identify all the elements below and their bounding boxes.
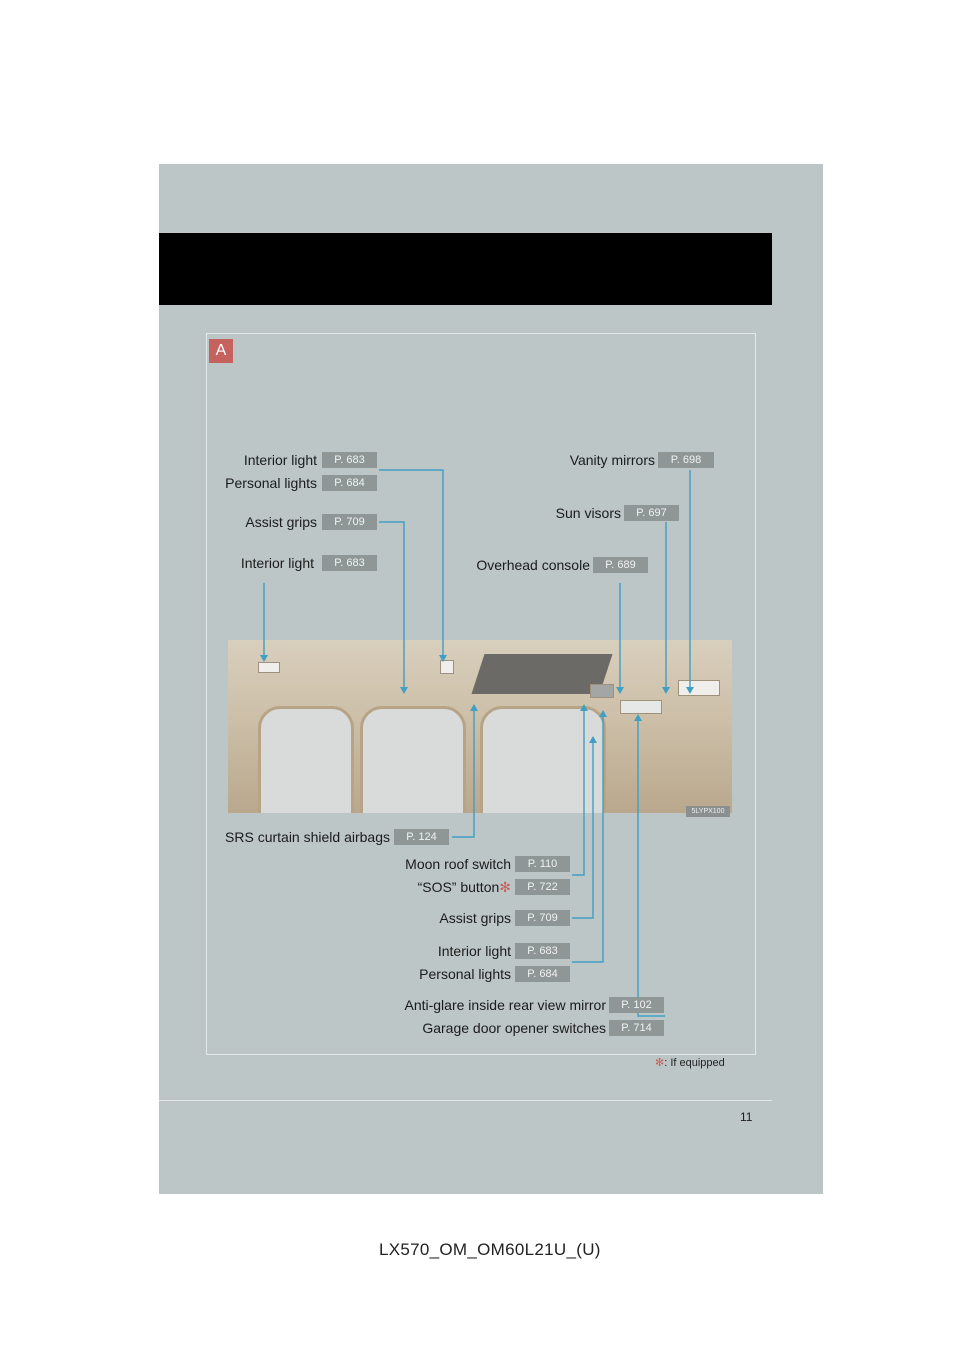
- assist-grips-bottom-label: Assist grips: [439, 910, 511, 926]
- leader-moon-roof: [572, 708, 584, 875]
- anti-glare-mirror-label: Anti-glare inside rear view mirror: [404, 997, 606, 1013]
- overhead-console-label: Overhead console: [476, 557, 590, 573]
- page-number: 11: [740, 1110, 753, 1124]
- leader-interior-light-top: [379, 470, 443, 658]
- interior-light-page-tag[interactable]: P. 683: [322, 452, 377, 468]
- srs-curtain-page-tag[interactable]: P. 124: [394, 829, 449, 845]
- assist-grips-label: Assist grips: [245, 514, 317, 530]
- anti-glare-mirror-page-tag[interactable]: P. 102: [609, 997, 664, 1013]
- personal-lights-bottom-label: Personal lights: [419, 966, 511, 982]
- footnote: [655, 1055, 725, 1071]
- arrow-overhead-console: [616, 687, 624, 694]
- personal-lights-page-tag[interactable]: P. 684: [322, 475, 377, 491]
- footnote-text: : If equipped: [664, 1057, 725, 1069]
- assist-grips-page-tag[interactable]: P. 709: [322, 514, 377, 530]
- interior-light-bottom-label: Interior light: [437, 943, 511, 959]
- leader-assist-grips-top: [379, 522, 404, 690]
- arrow-sun-visors: [662, 687, 670, 694]
- arrow-interior-light-bottom: [599, 710, 607, 717]
- srs-curtain-label: SRS curtain shield airbags: [225, 829, 390, 845]
- footnote-star: ✻: [655, 1057, 665, 1069]
- sun-visors-page-tag[interactable]: P. 697: [624, 505, 679, 521]
- moon-roof-switch-label: Moon roof switch: [405, 856, 511, 872]
- overhead-console-page-tag[interactable]: P. 689: [593, 557, 648, 573]
- arrow-interior-light-left: [260, 655, 268, 662]
- interior-light-bottom-page-tag[interactable]: P. 683: [515, 943, 570, 959]
- garage-door-page-tag[interactable]: P. 714: [609, 1020, 664, 1036]
- if-equipped-star: ✻: [499, 879, 511, 895]
- personal-lights-label: Personal lights: [225, 475, 317, 491]
- section-badge: A: [209, 339, 233, 363]
- vanity-mirrors-label: Vanity mirrors: [569, 452, 655, 468]
- arrow-srs: [470, 704, 478, 711]
- interior-light-rear-label: Interior light: [240, 555, 314, 571]
- sos-button-text: “SOS” button: [417, 879, 500, 895]
- photo-code: 5LYPX100: [686, 806, 730, 817]
- moon-roof-switch-page-tag[interactable]: P. 110: [515, 856, 570, 872]
- interior-light-rear-page-tag[interactable]: P. 683: [322, 555, 377, 571]
- document-code: LX570_OM_OM60L21U_(U): [379, 1240, 601, 1259]
- arrow-moon-roof: [580, 704, 588, 711]
- leader-assist-grips-bottom: [572, 740, 593, 918]
- leader-srs: [452, 708, 474, 837]
- sos-button-label: [418, 878, 511, 896]
- arrow-vanity-mirrors: [686, 687, 694, 694]
- sos-button-page-tag[interactable]: P. 722: [515, 879, 570, 895]
- interior-light-label: Interior light: [243, 452, 317, 468]
- vanity-mirrors-page-tag[interactable]: P. 698: [658, 452, 714, 468]
- arrow-assist-grips-top: [400, 687, 408, 694]
- sun-visors-label: Sun visors: [555, 505, 621, 521]
- leader-anti-glare: [638, 718, 665, 1016]
- leader-interior-light-bottom: [572, 714, 603, 962]
- arrow-assist-grips-bottom: [589, 736, 597, 743]
- garage-door-label: Garage door opener switches: [422, 1020, 606, 1036]
- arrow-anti-glare: [634, 714, 642, 721]
- arrow-interior-light-top: [439, 655, 447, 662]
- personal-lights-bottom-page-tag[interactable]: P. 684: [515, 966, 570, 982]
- assist-grips-bottom-page-tag[interactable]: P. 709: [515, 910, 570, 926]
